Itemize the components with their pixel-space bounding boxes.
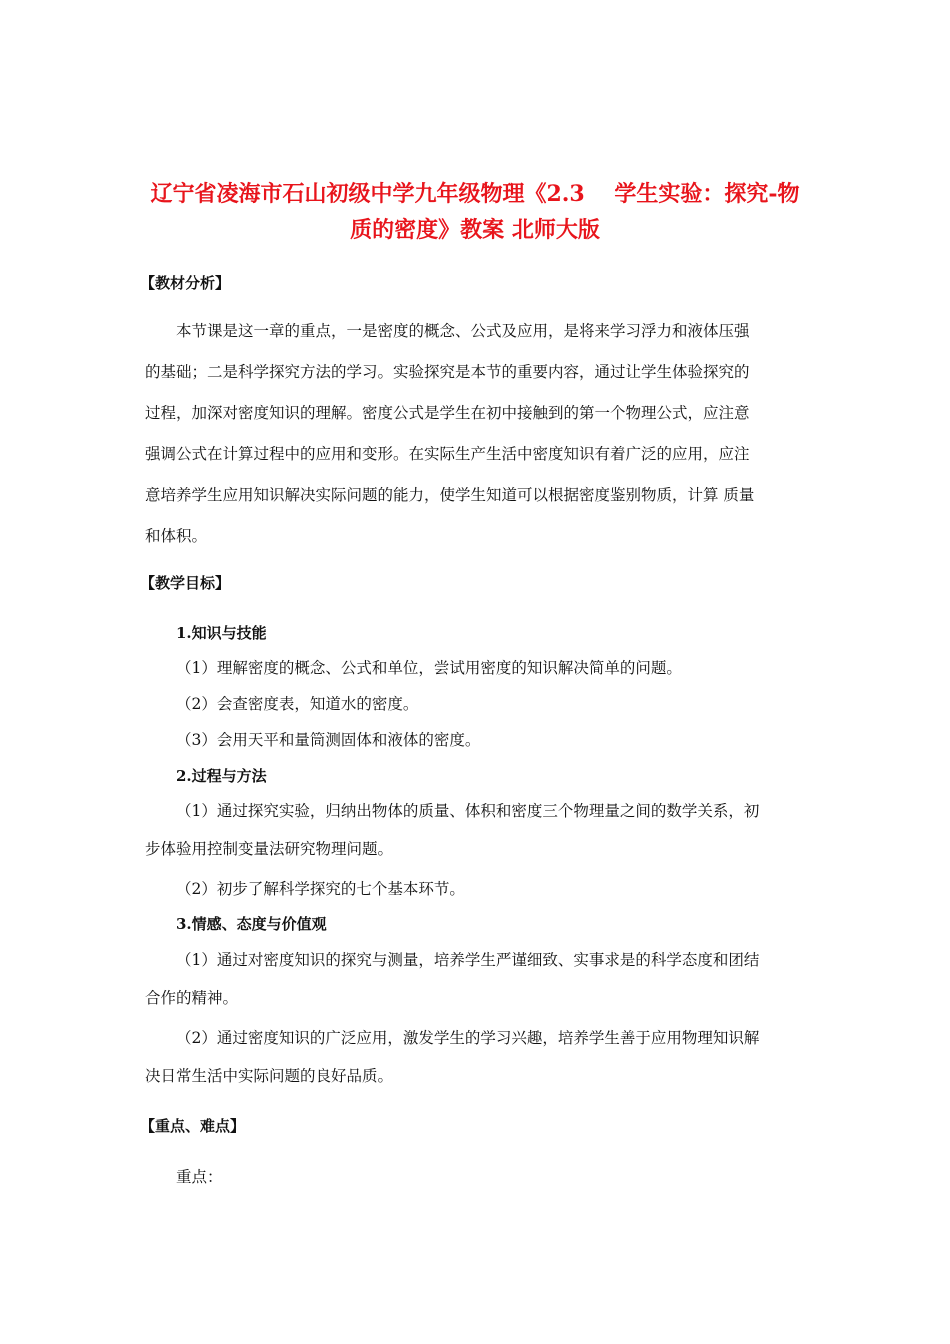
goal-item-line: 步体验用控制变量法研究物理问题。 <box>145 840 394 858</box>
goal-item: （2）初步了解科学探究的七个基本环节。 <box>176 880 465 898</box>
goal-item: （3）会用天平和量筒测固体和液体的密度。 <box>176 731 481 749</box>
goal-item-line: （1）通过对密度知识的探究与测量，培养学生严谨细致、实事求是的科学态度和团结 <box>176 951 760 969</box>
goal-item-line: 决日常生活中实际问题的良好品质。 <box>145 1067 394 1085</box>
analysis-line: 意培养学生应用知识解决实际问题的能力，使学生知道可以根据密度鉴别物质，计算 质量 <box>145 486 755 504</box>
goal-title-process: 2.过程与方法 <box>176 767 267 785</box>
goal-item-line: 合作的精神。 <box>145 989 239 1007</box>
goal-item-wrapped <box>145 941 815 1017</box>
analysis-line: 的基础；二是科学探究方法的学习。实验探究是本节的重要内容，通过让学生体验探究的 <box>145 363 750 381</box>
goal-item: （2）会查密度表，知道水的密度。 <box>176 695 419 713</box>
goal-item: （1）理解密度的概念、公式和单位，尝试用密度的知识解决简单的问题。 <box>176 659 682 677</box>
analysis-line: 本节课是这一章的重点，一是密度的概念、公式及应用，是将来学习浮力和液体压强 <box>176 322 750 340</box>
section-heading-goals: 【教学目标】 <box>140 574 231 592</box>
goal-item-line: （1）通过探究实验，归纳出物体的质量、体积和密度三个物理量之间的数学关系，初 <box>176 802 760 820</box>
analysis-paragraph <box>145 311 815 557</box>
analysis-line: 过程，加深对密度知识的理解。密度公式是学生在初中接触到的第一个物理公式，应注意 <box>145 404 750 422</box>
goal-item-wrapped <box>145 792 815 868</box>
goal-title-knowledge: 1.知识与技能 <box>176 624 267 642</box>
analysis-line: 强调公式在计算过程中的应用和变形。在实际生产生活中密度知识有着广泛的应用，应注 <box>145 445 750 463</box>
title-line-1: 辽宁省凌海市石山初级中学九年级物理《2.3 学生实验：探究-物 <box>150 181 800 207</box>
goal-item-wrapped <box>145 1019 815 1095</box>
analysis-line: 和体积。 <box>145 527 208 545</box>
section-heading-analysis: 【教材分析】 <box>140 274 231 292</box>
section-heading-keypoints: 【重点、难点】 <box>140 1117 246 1135</box>
title-line-2: 质的密度》教案 北师大版 <box>350 217 600 243</box>
goal-item-line: （2）通过密度知识的广泛应用，激发学生的学习兴趣，培养学生善于应用物理知识解 <box>176 1029 760 1047</box>
goal-title-emotion: 3.情感、态度与价值观 <box>176 915 327 933</box>
keypoint-label: 重点： <box>176 1168 223 1186</box>
document-title <box>140 176 810 248</box>
